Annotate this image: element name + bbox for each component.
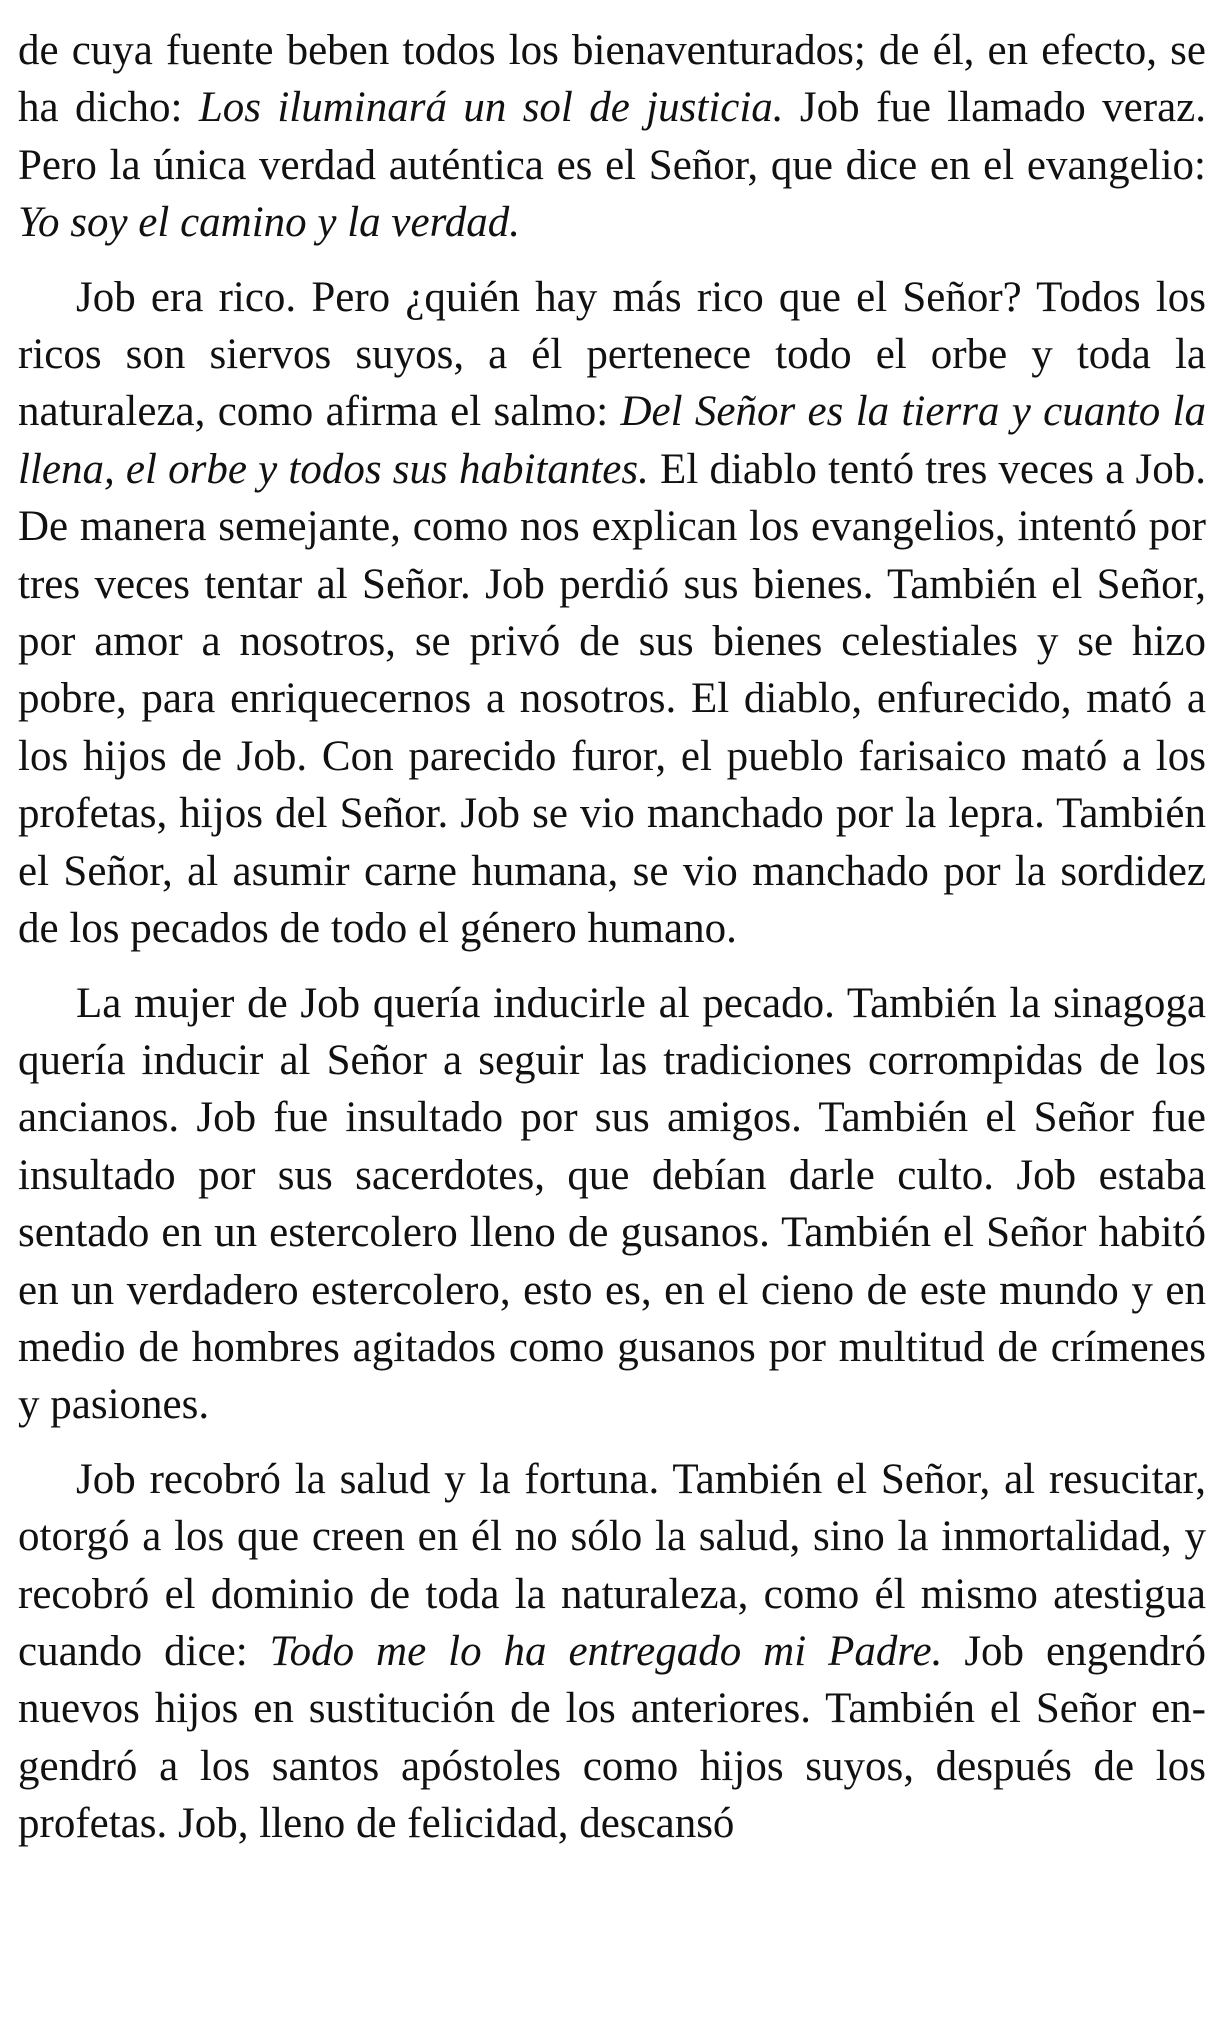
paragraph-2-quote-1: Del Señor es la tierra y cuanto la llena, el orbe y todos sus habitantes.: [18, 388, 1206, 493]
paragraph-1-quote-1: Los iluminará un sol de justicia.: [198, 84, 784, 132]
paragraph-3-run-1: La mujer de Job quería inducirle al pecado. También la sinagoga quería inducir al Señor a seguir las tradiciones corrompidas de los ancianos. Job fue insultado por sus amigos. También el Señor fue insultado por sus sacerdotes, que debían darle culto. Job estaba sentado en un estercolero lleno de gusanos. También el Señor habitó en un verdadero estercolero, esto es, en el cieno de este mundo y en medio de hombres agitados como gusanos por multitud de crímenes y pasiones.: [18, 979, 1206, 1429]
paragraph-2-run-3: El diablo tentó tres veces a Job. De manera semejante, como nos explican los evangelios, intentó por tres veces tentar al Señor. Job perdió sus bienes. También el Señor, por amor a nosotros, se privó de sus bienes celestiales y se hizo pobre, para enriquecernos a nosotros. El diablo, enfurecido, mató a los hijos de Job. Con parecido furor, el pueblo farisaico mató a los profetas, hijos del Señor. Job se vio manchado por la lepra. También el Señor, al asumir carne humana, se vio manchado por la sordidez de los pecados de todo el género humano.: [18, 445, 1206, 953]
paragraph-1-quote-2: Yo soy el camino y la verdad.: [18, 199, 520, 247]
paragraph-4: [18, 1451, 1206, 1853]
document-page: [18, 22, 1206, 1853]
paragraph-2-run-1: Job era rico. Pero ¿quién hay más rico que el Señor? Todos los ricos son siervos suyos, a él pertenece todo el orbe y toda la naturaleza, como afirma el salmo:: [18, 273, 1206, 436]
paragraph-1-run-3: Job fue llamado veraz. Pero la única verdad auténtica es el Señor, que dice en el evangelio:: [18, 84, 1206, 189]
paragraph-1: [18, 22, 1206, 252]
paragraph-4-run-1: Job recobró la salud y la fortuna. También el Señor, al resucitar, otorgó a los que creen en él no sólo la salud, sino la inmortalidad, y recobró el dominio de toda la naturaleza, como él mismo atestigua cuando dice:: [18, 1455, 1206, 1675]
paragraph-4-quote-1: Todo me lo ha entregado mi Padre.: [269, 1627, 943, 1675]
paragraph-3: [18, 975, 1206, 1434]
paragraph-2: [18, 269, 1206, 958]
paragraph-4-run-3: Job engendró nuevos hijos en sustitución de los anteriores. También el Señor engendró a los santos apóstoles como hijos suyos, después de los profetas. Job, lleno de felicidad, descansó: [18, 1627, 1206, 1848]
paragraph-1-run-1: de cuya fuente beben todos los bienaventurados; de él, en efecto, se ha dicho:: [18, 27, 1206, 132]
